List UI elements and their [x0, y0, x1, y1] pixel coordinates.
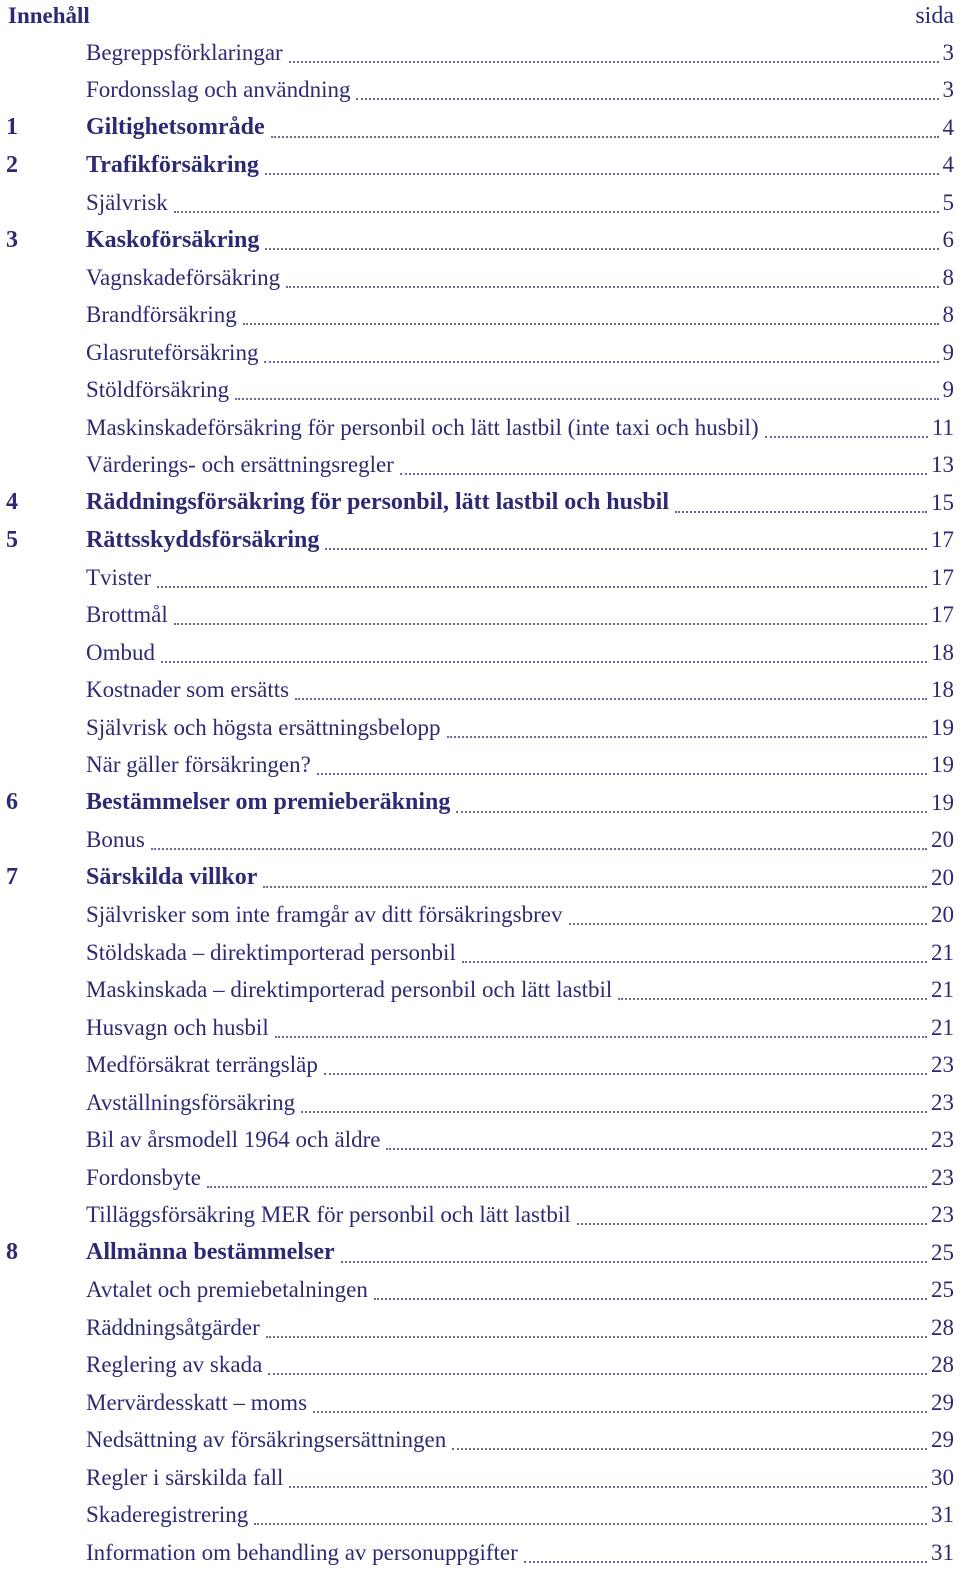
dot-leader	[456, 811, 927, 813]
toc-entry-title: Avtalet och premiebetalningen	[86, 1277, 368, 1303]
toc-entry-page: 29	[931, 1427, 954, 1453]
toc-entry-page: 5	[942, 189, 954, 215]
dot-leader	[289, 1486, 927, 1488]
toc-entry-number: 3	[6, 226, 18, 253]
toc-chapter-entry[interactable]	[0, 222, 954, 260]
toc-entry-title: Medförsäkrat terrängsläp	[86, 1052, 318, 1078]
toc-section-entry[interactable]	[0, 372, 954, 410]
dot-leader	[569, 923, 928, 925]
toc-entry-page: 18	[931, 677, 954, 703]
toc-entry-page: 23	[931, 1127, 954, 1153]
dot-leader	[524, 1561, 927, 1563]
toc-section-entry[interactable]	[0, 334, 954, 372]
dot-leader	[324, 1073, 927, 1075]
toc-entry-page: 23	[931, 1052, 954, 1078]
toc-entry-title: Giltighetsområde	[86, 114, 265, 141]
dot-leader	[271, 136, 939, 138]
toc-entry-title: Information om behandling av personuppgifter	[86, 1539, 518, 1565]
toc-entry-number: 7	[6, 864, 18, 891]
toc-entry-page: 19	[931, 752, 954, 778]
toc-entry-page: 23	[931, 1089, 954, 1115]
toc-entry-page: 19	[931, 789, 954, 815]
toc-entry-title: Bonus	[86, 827, 145, 853]
dot-leader	[765, 436, 928, 438]
toc-entry-title: Räddningsåtgärder	[86, 1314, 260, 1340]
toc-section-entry[interactable]	[0, 559, 954, 597]
toc-entry-page: 30	[931, 1464, 954, 1490]
toc-entry-page: 23	[931, 1202, 954, 1228]
toc-entry-title: Stöldförsäkring	[86, 377, 230, 403]
toc-entry-page: 31	[931, 1539, 954, 1565]
dot-leader	[265, 173, 939, 175]
toc-entry-page: 25	[931, 1239, 954, 1265]
dot-leader	[263, 886, 927, 888]
toc-section-entry[interactable]	[0, 1197, 954, 1235]
toc-section-entry[interactable]	[0, 822, 954, 860]
toc-entry-title: Värderings- och ersättningsregler	[86, 452, 394, 478]
toc-chapter-entry[interactable]	[0, 784, 954, 822]
dot-leader	[386, 1148, 927, 1150]
toc-entry-title: Vagnskadeförsäkring	[86, 264, 281, 290]
toc-section-entry[interactable]	[0, 184, 954, 222]
toc-chapter-entry[interactable]	[0, 109, 954, 147]
toc-entry-title: Rättsskyddsförsäkring	[86, 526, 320, 553]
toc-chapter-entry[interactable]	[0, 1234, 954, 1272]
toc-section-entry[interactable]	[0, 1159, 954, 1197]
toc-entry-page: 28	[931, 1314, 954, 1340]
toc-entry-title: Fordonsbyte	[86, 1164, 201, 1190]
dot-leader	[577, 1223, 927, 1225]
toc-entry-title: Trafikförsäkring	[86, 151, 259, 178]
toc-section-entry[interactable]	[0, 1084, 954, 1122]
toc-entry-page: 21	[931, 1014, 954, 1040]
dot-leader	[374, 1298, 927, 1300]
toc-entry-page: 3	[942, 39, 954, 65]
toc-entry-page: 13	[931, 452, 954, 478]
toc-section-entry[interactable]	[0, 1347, 954, 1385]
toc-entry-page: 8	[942, 302, 954, 328]
toc-entry-title: Särskilda villkor	[86, 864, 258, 891]
toc-entry-title: Nedsättning av försäkringsersättningen	[86, 1427, 447, 1453]
dot-leader	[254, 1523, 927, 1525]
toc-entry-page: 6	[942, 227, 954, 253]
toc-entry-page: 17	[931, 602, 954, 628]
toc-heading: Innehåll	[8, 3, 90, 28]
toc-entry-page: 20	[931, 864, 954, 890]
toc-section-entry[interactable]	[0, 297, 954, 335]
toc-entry-title: Bil av årsmodell 1964 och äldre	[86, 1127, 381, 1153]
toc-entry-page: 25	[931, 1277, 954, 1303]
toc-chapter-entry[interactable]	[0, 859, 954, 897]
toc-entry-title: Allmänna bestämmelser	[86, 1239, 335, 1266]
toc-entry-title: Kostnader som ersätts	[86, 677, 290, 703]
dot-leader	[266, 1336, 927, 1338]
toc-section-entry[interactable]	[0, 34, 954, 72]
toc-section-entry[interactable]	[0, 709, 954, 747]
toc-entry-number: 2	[6, 151, 18, 178]
dot-leader	[286, 286, 938, 288]
toc-section-entry[interactable]	[0, 634, 954, 672]
dot-leader	[275, 1036, 927, 1038]
toc-entry-title: Fordonsslag och användning	[86, 77, 351, 103]
toc-entry-title: Räddningsförsäkring för personbil, lätt lastbil och husbil	[86, 489, 670, 516]
toc-entry-title: Självrisk	[86, 189, 168, 215]
dot-leader	[400, 473, 927, 475]
toc-section-entry[interactable]	[0, 597, 954, 635]
toc-entry-title: Stöldskada – direktimporterad personbil	[86, 939, 456, 965]
toc-entry-page: 19	[931, 714, 954, 740]
toc-entry-title: Avställningsförsäkring	[86, 1089, 296, 1115]
toc-section-entry[interactable]	[0, 1534, 954, 1572]
toc-entry-page: 9	[942, 339, 954, 365]
toc-entry-page: 21	[931, 977, 954, 1003]
toc-entry-title: Bestämmelser om premieberäkning	[86, 789, 451, 816]
toc-entry-title: Mervärdesskatt – moms	[86, 1389, 308, 1415]
toc-entry-number: 1	[6, 114, 18, 141]
toc-section-entry[interactable]	[0, 1309, 954, 1347]
toc-entry-page: 17	[931, 527, 954, 553]
toc-entry-page: 20	[931, 902, 954, 928]
toc-entry-page: 17	[931, 564, 954, 590]
toc-entry-page: 8	[942, 264, 954, 290]
toc-section-entry[interactable]	[0, 1047, 954, 1085]
dot-leader	[317, 773, 927, 775]
toc-section-entry[interactable]	[0, 1459, 954, 1497]
toc-entry-title: Tilläggsförsäkring MER för personbil och lätt lastbil	[86, 1202, 571, 1228]
toc-section-entry[interactable]	[0, 747, 954, 785]
toc-section-entry[interactable]	[0, 1122, 954, 1160]
toc-entry-page: 21	[931, 939, 954, 965]
toc-entry-number: 5	[6, 526, 18, 553]
dot-leader	[161, 661, 927, 663]
toc-header	[8, 0, 954, 32]
dot-leader	[157, 586, 927, 588]
toc-section-entry[interactable]	[0, 1497, 954, 1535]
toc-chapter-entry[interactable]	[0, 147, 954, 185]
toc-entry-title: Begreppsförklaringar	[86, 39, 283, 65]
toc-entry-title: Brandförsäkring	[86, 302, 237, 328]
toc-entry-title: Maskinskadeförsäkring för personbil och lätt lastbil (inte taxi och husbil)	[86, 414, 759, 440]
toc-entry-page: 31	[931, 1502, 954, 1528]
toc-entry-title: Reglering av skada	[86, 1352, 263, 1378]
dot-leader	[341, 1261, 927, 1263]
toc-entry-title: Brottmål	[86, 602, 168, 628]
toc-entry-title: Skaderegistrering	[86, 1502, 249, 1528]
dot-leader	[207, 1186, 927, 1188]
toc-chapter-entry[interactable]	[0, 522, 954, 560]
toc-section-entry[interactable]	[0, 1422, 954, 1460]
toc-entry-page: 15	[931, 489, 954, 515]
dot-leader	[295, 698, 927, 700]
page-column-label: sida	[915, 3, 954, 29]
toc-entry-title: Ombud	[86, 639, 155, 665]
toc-entry-title: Maskinskada – direktimporterad personbil och lätt lastbil	[86, 977, 613, 1003]
dot-leader	[325, 548, 927, 550]
dot-leader	[675, 511, 927, 513]
toc-entry-number: 4	[6, 489, 18, 516]
toc-entry-page: 9	[942, 377, 954, 403]
toc-entry-page: 3	[942, 77, 954, 103]
dot-leader	[235, 398, 938, 400]
dot-leader	[243, 323, 939, 325]
dot-leader	[301, 1111, 927, 1113]
toc-entry-page: 4	[942, 114, 954, 140]
dot-leader	[268, 1373, 927, 1375]
toc-section-entry[interactable]	[0, 1272, 954, 1310]
dot-leader	[313, 1411, 927, 1413]
dot-leader	[452, 1448, 927, 1450]
toc-entry-number: 8	[6, 1239, 18, 1266]
toc-entry-title: När gäller försäkringen?	[86, 752, 311, 778]
toc-section-entry[interactable]	[0, 972, 954, 1010]
toc-entry-title: Självrisk och högsta ersättningsbelopp	[86, 714, 441, 740]
toc-section-entry[interactable]	[0, 1009, 954, 1047]
toc-entry-title: Glasruteförsäkring	[86, 339, 259, 365]
toc-section-entry[interactable]	[0, 1384, 954, 1422]
toc-section-entry[interactable]	[0, 409, 954, 447]
toc-entry-title: Kaskoförsäkring	[86, 226, 260, 253]
toc-entry-page: 23	[931, 1164, 954, 1190]
dot-leader	[618, 998, 927, 1000]
toc-section-entry[interactable]	[0, 934, 954, 972]
toc-entry-page: 18	[931, 639, 954, 665]
dot-leader	[174, 211, 939, 213]
dot-leader	[265, 248, 938, 250]
dot-leader	[264, 361, 938, 363]
toc-section-entry[interactable]	[0, 672, 954, 710]
toc-entry-number: 6	[6, 789, 18, 816]
dot-leader	[356, 98, 938, 100]
toc-section-entry[interactable]	[0, 72, 954, 110]
toc-section-entry[interactable]	[0, 447, 954, 485]
toc-entry-title: Tvister	[86, 564, 152, 590]
dot-leader	[151, 848, 927, 850]
toc-entry-title: Husvagn och husbil	[86, 1014, 269, 1040]
toc-chapter-entry[interactable]	[0, 484, 954, 522]
toc-entry-page: 28	[931, 1352, 954, 1378]
toc-entry-page: 20	[931, 827, 954, 853]
dot-leader	[174, 623, 927, 625]
toc-entry-title: Självrisker som inte framgår av ditt försäkringsbrev	[86, 902, 563, 928]
toc-entry-title: Regler i särskilda fall	[86, 1464, 284, 1490]
dot-leader	[447, 736, 927, 738]
toc-entry-page: 29	[931, 1389, 954, 1415]
dot-leader	[289, 61, 939, 63]
toc-entry-page: 4	[942, 152, 954, 178]
toc-entry-page: 11	[931, 414, 954, 440]
toc-section-entry[interactable]	[0, 259, 954, 297]
toc-section-entry[interactable]	[0, 897, 954, 935]
dot-leader	[462, 961, 927, 963]
toc-list	[0, 34, 954, 1572]
